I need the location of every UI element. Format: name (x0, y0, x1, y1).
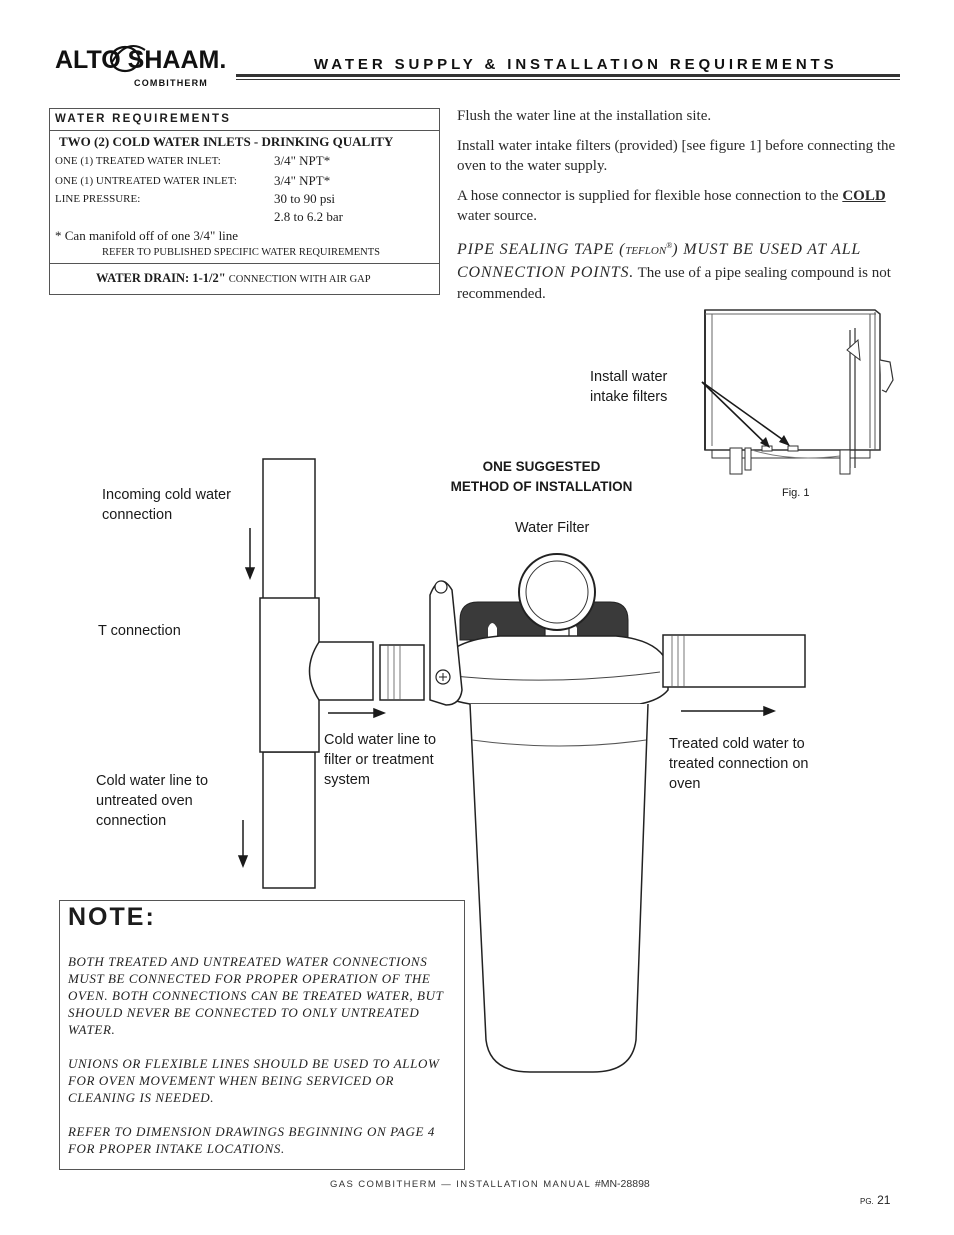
logo-subtext: COMBITHERM (134, 78, 208, 88)
water-requirements-heading-text: WATER REQUIREMENTS (55, 113, 232, 125)
footer-manual-title: GAS COMBITHERM — INSTALLATION MANUAL (330, 1179, 591, 1190)
page-prefix: PG. (860, 1197, 874, 1206)
water-drain-label: WATER DRAIN: (96, 271, 190, 285)
page-number (860, 1193, 890, 1207)
water-filter-label: Water Filter (515, 520, 590, 536)
refer-requirements-text: REFER TO PUBLISHED SPECIFIC WATER REQUIREMENTS (102, 247, 380, 258)
sealing-compound-note: The use of a pipe sealing compound is not recommended. (457, 265, 891, 302)
diagram-title-line2: METHOD OF INSTALLATION (450, 479, 633, 494)
note-paragraph-dimensions: REFER TO DIMENSION DRAWINGS BEGINNING ON PAGE 4 FOR PROPER INTAKE LOCATIONS. (68, 1124, 436, 1156)
sealing-tape-b: ) MUST BE USED AT ALL CONNECTION POINTS. (457, 241, 861, 281)
line-pressure-bar: 2.8 to 6.2 bar (274, 209, 343, 224)
line-pressure-psi: 30 to 90 psi (274, 191, 336, 206)
install-filters-callout: Install water intake filters (590, 369, 668, 405)
cold-emphasis: COLD (842, 188, 886, 204)
instruction-filters: Install water intake filters (provided) [see figure 1] before connecting the oven to the water supply. (457, 138, 896, 174)
registered-mark: ® (666, 241, 673, 250)
treated-inlet-label: ONE (1) TREATED WATER INLET: (55, 155, 221, 167)
note-box (59, 900, 465, 1170)
incoming-arrow (246, 528, 254, 578)
instruction-flush: Flush the water line at the installation site. (457, 108, 712, 124)
incoming-cold-water-label: Incoming cold water connection (102, 487, 231, 523)
untreated-arrow (239, 820, 247, 866)
water-drain-size: 1-1/2" (192, 271, 226, 285)
t-connection-label: T connection (98, 623, 181, 639)
footer-manual (330, 1178, 650, 1190)
treated-out-arrow (681, 707, 774, 715)
page-title: WATER SUPPLY & INSTALLATION REQUIREMENTS (314, 56, 838, 73)
manifold-footnote: * Can manifold off of one 3/4" line (55, 228, 239, 243)
untreated-line-label: Cold water line to untreated oven connection (96, 773, 209, 829)
logo-wordmark: ALTO SHAAM. (55, 46, 227, 74)
sealing-tape-a: PIPE SEALING TAPE ( (457, 241, 626, 258)
requirements-subheading: TWO (2) COLD WATER INLETS - DRINKING QUALITY (59, 134, 394, 149)
teflon-text: TEFLON (625, 245, 667, 257)
hose-text-a: A hose connector is supplied for flexible hose connection to the (457, 188, 843, 204)
untreated-inlet-label: ONE (1) UNTREATED WATER INLET: (55, 175, 237, 187)
untreated-inlet-value: 3/4" NPT* (274, 173, 331, 188)
note-paragraph-connections: BOTH TREATED AND UNTREATED WATER CONNECTIONS MUST BE CONNECTED FOR PROPER OPERATION OF THE OVEN. BOTH CONNECTIONS CAN BE TREATED WATER, BUT SHOULD NEVER BE CONNECTED TO ONLY UNTREATED WATER. (68, 954, 444, 1037)
diagram-title-line1: ONE SUGGESTED (482, 459, 601, 474)
hose-text-b: water source. (457, 208, 537, 224)
note-title: NOTE: (68, 903, 156, 931)
line-pressure-label: LINE PRESSURE: (55, 193, 141, 205)
figure-caption: Fig. 1 (782, 487, 810, 499)
treated-inlet-value: 3/4" NPT* (274, 153, 331, 168)
page-number-value: 21 (877, 1193, 891, 1207)
water-drain-connection: CONNECTION WITH AIR GAP (228, 274, 371, 285)
footer-doc-number: #MN-28898 (594, 1178, 650, 1190)
note-paragraph-unions: UNIONS OR FLEXIBLE LINES SHOULD BE USED TO ALLOW FOR OVEN MOVEMENT WHEN BEING SERVICED OR CLEANING IS NEEDED. (68, 1056, 440, 1105)
cold-to-filter-label: Cold water line to filter or treatment system (324, 732, 437, 788)
to-filter-arrow (328, 709, 384, 717)
treated-water-label: Treated cold water to treated connection on oven (669, 736, 809, 792)
